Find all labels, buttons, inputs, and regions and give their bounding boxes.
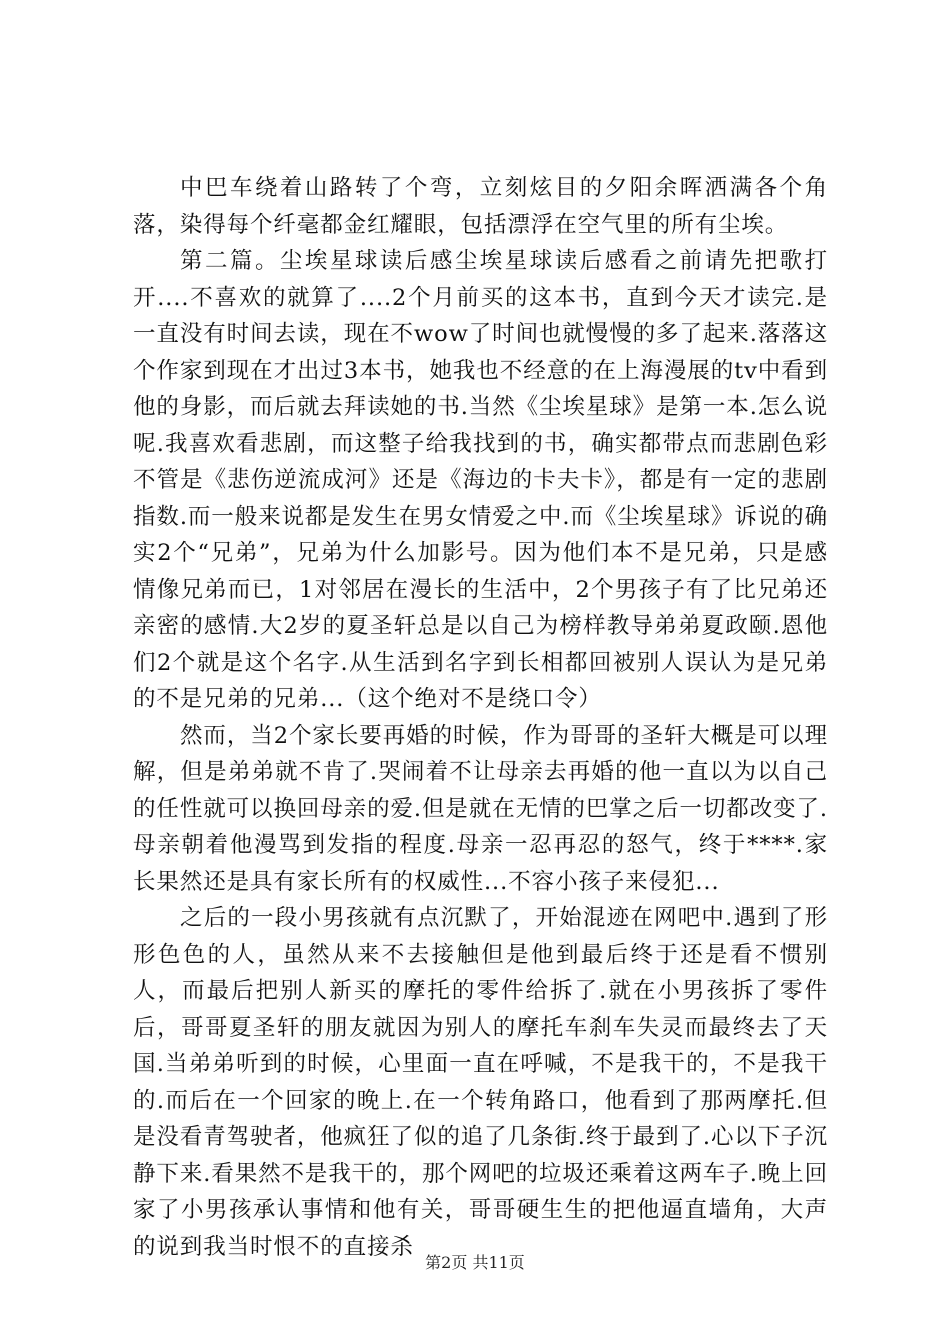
paragraph-2: 第二篇。尘埃星球读后感尘埃星球读后感看之前请先把歌打开....不喜欢的就算了....2个月前买的这本书，直到今天才读完.是一直没有时间去读，现在不wow了时间也就慢慢的多了起来.落落这个作家到现在才出过3本书，她我也不经意的在上海漫展的tv中看到他的身影，而后就去拜读她的书.当然《尘埃星球》是第一本.怎么说呢.我喜欢看悲剧，而这整子给我找到的书，确实都带点而悲剧色彩不管是《悲伤逆流成河》还是《海边的卡夫卡》，都是有一定的悲剧指数.而一般来说都是发生在男女情爱之中.而《尘埃星球》诉说的确实2个“兄弟”，兄弟为什么加影号。因为他们本不是兄弟，只是感情像兄弟而已，1对邻居在漫长的生活中，2个男孩子有了比兄弟还亲密的感情.大2岁的夏圣轩总是以自己为榜样教导弟弟夏政颐.恩他们2个就是这个名字.从生活到名字到长相都回被别人误认为是兄弟的不是兄弟的兄弟...（这个绝对不是绕口令） [133, 248, 828, 712]
document-body [133, 170, 828, 1265]
paragraph-1: 中巴车绕着山路转了个弯，立刻炫目的夕阳余晖洒满各个角落，染得每个纤毫都金红耀眼，包括漂浮在空气里的所有尘埃。 [133, 175, 828, 238]
paragraph-3: 然而，当2个家长要再婚的时候，作为哥哥的圣轩大概是可以理解，但是弟弟就不肯了.哭闹着不让母亲去再婚的他一直以为以自己的任性就可以换回母亲的爱.但是就在无情的巴掌之后一切都改变了.母亲朝着他漫骂到发指的程度.母亲一忍再忍的怒气，终于****.家长果然还是具有家长所有的权威性...不容小孩子来侵犯... [133, 722, 828, 895]
page-number-footer: 第2页 共11页 [425, 1253, 525, 1272]
paragraph-4: 之后的一段小男孩就有点沉默了，开始混迹在网吧中.遇到了形形色色的人，虽然从来不去接触但是他到最后终于还是看不惯别人，而最后把别人新买的摩托的零件给拆了.就在小男孩拆了零件后，哥哥夏圣轩的朋友就因为别人的摩托车刹车失灵而最终去了天国.当弟弟听到的时候，心里面一直在呼喊，不是我干的，不是我干的.而后在一个回家的晚上.在一个转角路口，他看到了那两摩托.但是没看青驾驶者，他疯狂了似的追了几条街.终于最到了.心以下子沉静下来.看果然不是我干的，那个网吧的垃圾还乘着这两车子.晚上回家了小男孩承认事情和他有关，哥哥硬生生的把他逼直墙角，大声的说到我当时恨不的直接杀 [133, 905, 828, 1260]
